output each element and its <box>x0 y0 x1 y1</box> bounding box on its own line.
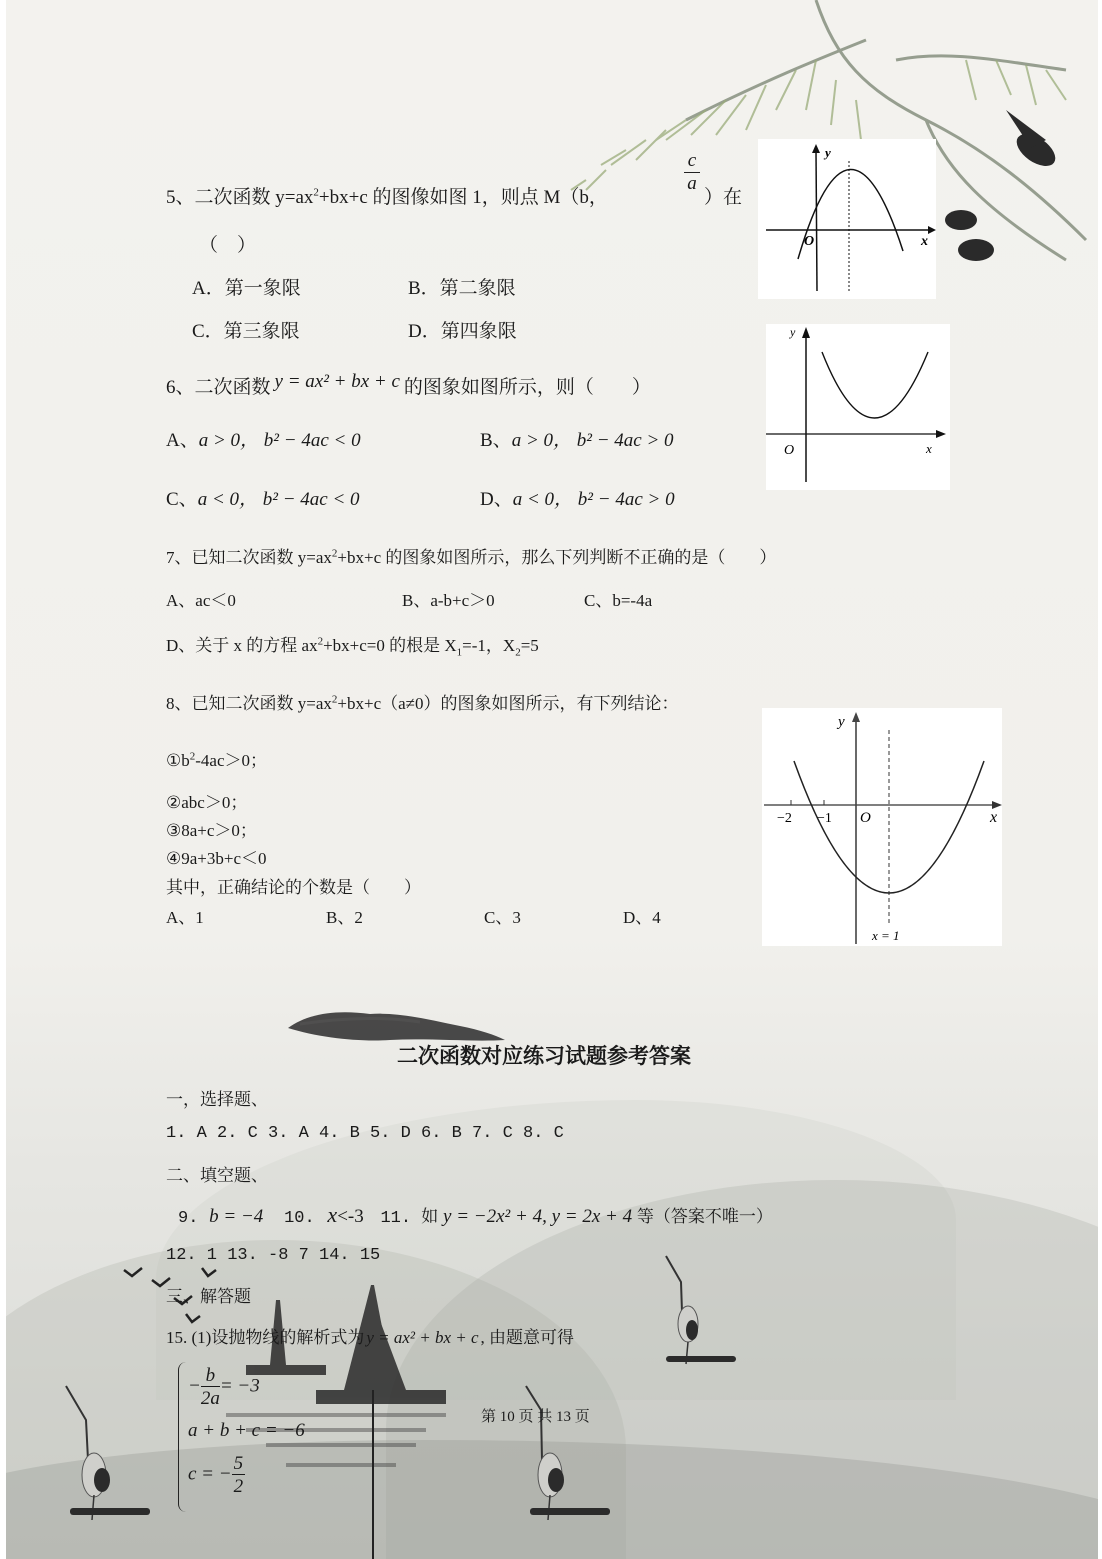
q7-option-b[interactable]: B、a-b+c＞0 <box>402 591 495 610</box>
q5-parabola-graph <box>758 139 936 299</box>
svg-text:O: O <box>804 234 815 249</box>
answers-title: 二次函数对应练习试题参考答案 <box>397 1044 691 1068</box>
crane-illustration <box>36 1380 156 1530</box>
q8-option-a[interactable]: A、1 <box>166 908 204 927</box>
q6-figure <box>766 324 950 490</box>
svg-text:O: O <box>784 443 795 458</box>
svg-text:x: x <box>921 234 928 249</box>
q8-stem: 8、已知二次函数 $y=ax^2+bx+c(a\ne 0)$的图象如图所示，有下列结论： <box>166 693 679 713</box>
q5-option-b[interactable]: B．第二象限 <box>408 278 516 299</box>
q5-option-d[interactable]: D．第四象限 <box>408 321 517 342</box>
q5-stem-suffix: ）在 <box>704 187 743 208</box>
q8-option-d[interactable]: D、4 <box>623 908 661 927</box>
q8-parabola-graph <box>762 708 1002 946</box>
system-equation-3: c = − $\frac{5}{2}$ <box>188 1453 244 1497</box>
q5-fraction: c a <box>684 150 700 195</box>
svg-text:x: x <box>990 809 998 826</box>
q6-option-a[interactable]: A、a > 0， b² − 4ac < 0 <box>166 430 361 451</box>
fill-answers-row1: 9. b = −4 10. x<-3 11. 如 y = −2x² + 4, y = 2x + 4 等（答案不唯一） <box>178 1202 773 1228</box>
svg-text:y: y <box>838 714 845 730</box>
q6-option-b[interactable]: B、a > 0， b² − 4ac > 0 <box>480 430 674 451</box>
system-equation-1: − $\frac{b}{2a}$ = −3 <box>188 1365 260 1409</box>
document-page <box>6 0 1098 1559</box>
q7-option-a[interactable]: A、ac＜0 <box>166 591 236 610</box>
section-heading-choice: 一，选择题、 <box>166 1090 268 1109</box>
q8-figure <box>762 708 1002 946</box>
crane-illustration <box>496 1380 616 1530</box>
equation-system <box>178 1362 338 1514</box>
q6-parabola-graph <box>766 324 950 490</box>
q7-option-d[interactable]: D、关于 x 的方程 $ax^2+bx+c=0$ 的根是 $X_1=-1$，$X_2=5$ <box>166 635 539 659</box>
svg-text:x: x <box>926 441 932 456</box>
q8-conclusion-4: ④9a+3b+c＜0 <box>166 849 267 868</box>
svg-text:O: O <box>860 810 871 826</box>
svg-text:y: y <box>825 145 831 160</box>
q8-conclusion-1: $①b^2-4ac>0$； <box>166 750 268 770</box>
q6-option-d[interactable]: D、a < 0， b² − 4ac > 0 <box>480 489 675 510</box>
q5-option-a[interactable]: A．第一象限 <box>192 278 301 299</box>
q8-conclusion-2: ②abc＞0； <box>166 793 248 812</box>
page-indicator: 第 10 页 共 13 页 <box>481 1409 590 1425</box>
svg-text:y: y <box>790 325 796 339</box>
q8-option-b[interactable]: B、2 <box>326 908 363 927</box>
svg-text:−2: −2 <box>777 811 792 826</box>
q5-stem: 5、二次函数 $y=ax^2+bx+c$ 的图像如图 1，则点 M（b， <box>166 186 608 208</box>
q8-question: 其中，正确结论的个数是（ ） <box>166 878 421 897</box>
choice-answers: 1. A 2. C 3. A 4. B 5. D 6. B 7. C 8. C <box>166 1124 564 1143</box>
q8-option-c[interactable]: C、3 <box>484 908 521 927</box>
section-heading-fill: 二、填空题、 <box>166 1166 268 1185</box>
system-equation-2: a + b + c = −6 <box>188 1420 305 1441</box>
q8-conclusion-3: ③8a+c＞0； <box>166 821 257 840</box>
fill-answers-row2: 12. 1 13. -8 7 14. 15 <box>166 1246 381 1265</box>
svg-text:−1: −1 <box>817 811 832 826</box>
crane-illustration <box>646 1252 746 1372</box>
q6-option-c[interactable]: C、a < 0， b² − 4ac < 0 <box>166 489 360 510</box>
q5-option-c[interactable]: C．第三象限 <box>192 321 300 342</box>
q15-solution-intro: 15. (1)设抛物线的解析式为 y = ax² + bx + c , 由题意可得 <box>166 1328 575 1347</box>
q7-option-c[interactable]: C、b=-4a <box>584 591 653 610</box>
q5-answer-blank: （ ） <box>199 235 257 256</box>
q5-figure <box>758 139 936 299</box>
q7-stem: 7、已知二次函数 $y=ax^2+bx+c$ 的图象如图所示，那么下列判断不正确的是（ ） <box>166 547 777 567</box>
section-heading-solution: 三、解答题 <box>166 1287 251 1306</box>
q6-stem: 6、二次函数 y = ax² + bx + c 的图象如图所示，则（ ） <box>166 371 651 398</box>
svg-text:x = 1: x = 1 <box>872 928 900 943</box>
